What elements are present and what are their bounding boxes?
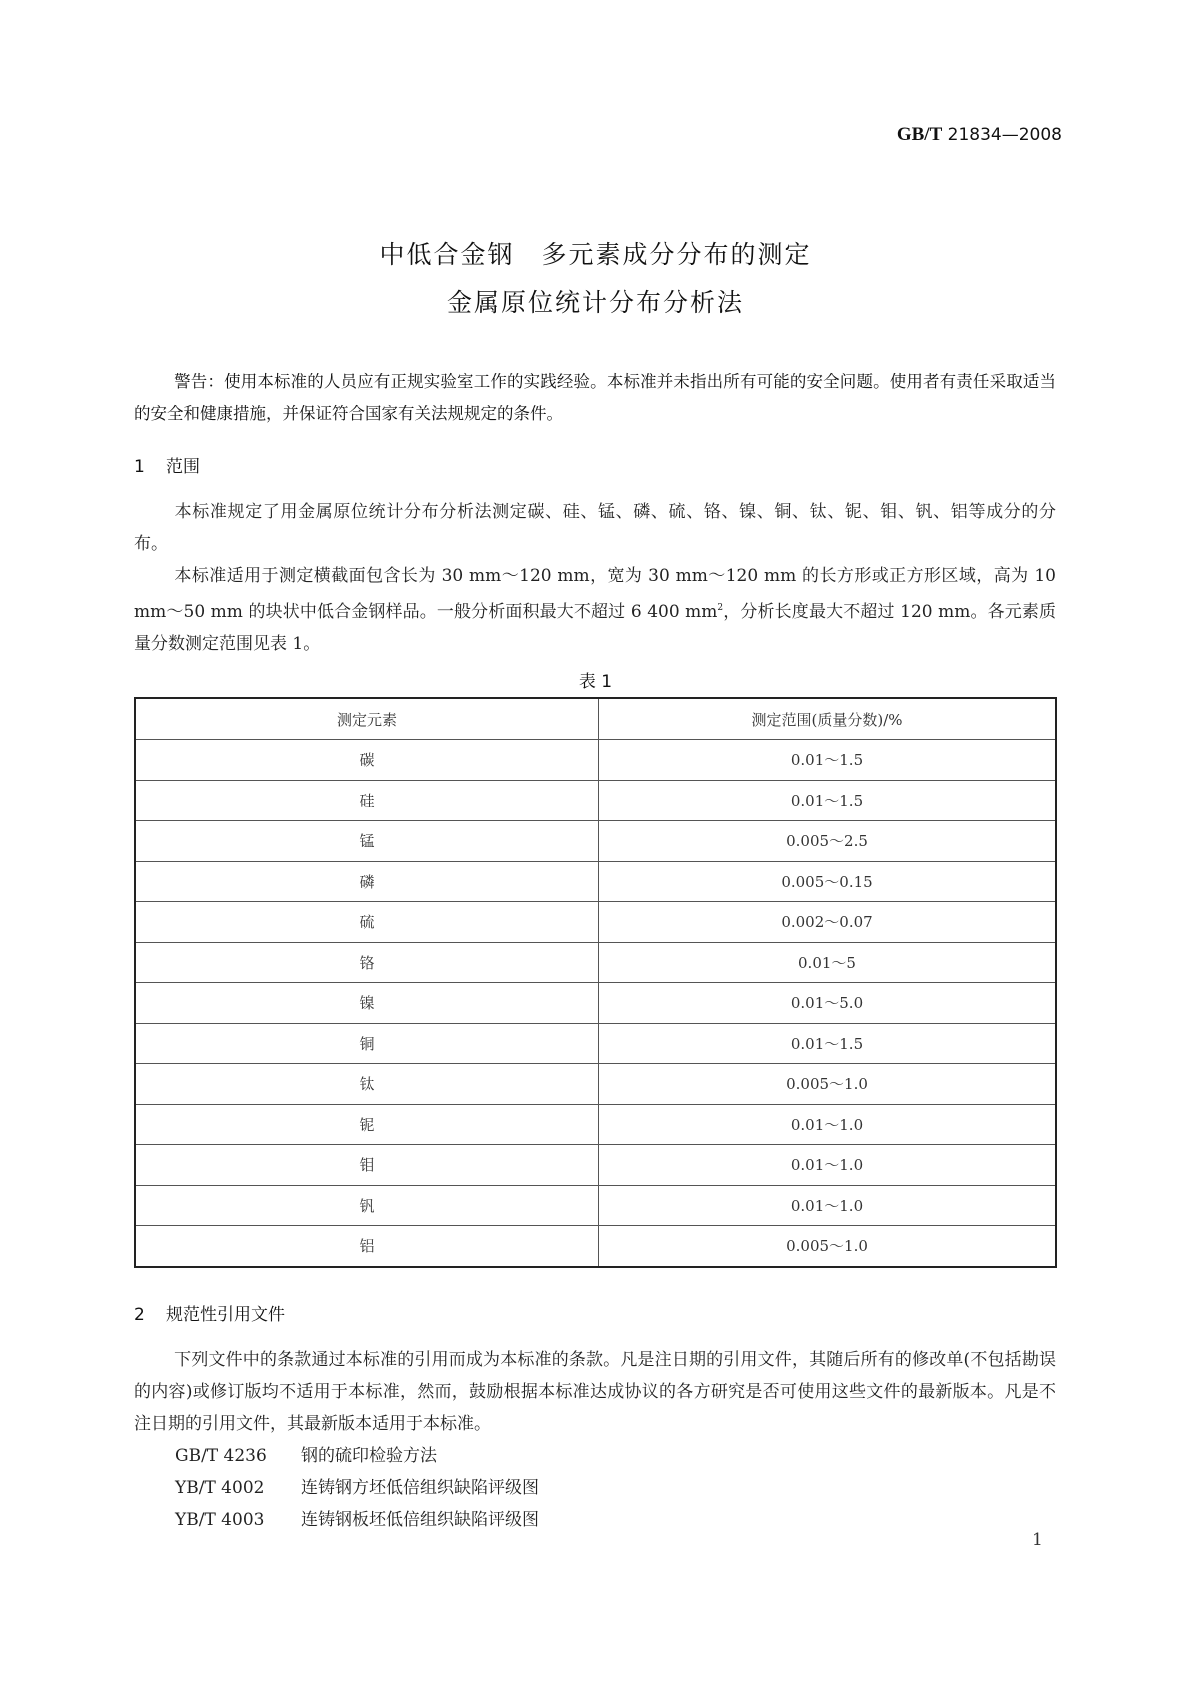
reference-code: YB/T 4003: [175, 1510, 265, 1530]
element-cell: 锰: [135, 821, 599, 862]
document-title-line1: 中低合金钢 多元素成分分布的测定: [379, 240, 812, 269]
section2-title: 规范性引用文件: [166, 1305, 285, 1325]
table-row: [135, 1226, 1056, 1267]
reference-item: [175, 1504, 539, 1536]
table-row: [135, 1023, 1056, 1064]
page-number: 1: [1032, 1530, 1043, 1550]
table-row: [135, 902, 1056, 943]
standard-prefix: GB/T: [896, 124, 943, 145]
table-header-range: 测定范围(质量分数)/%: [599, 698, 1057, 740]
reference-item: [175, 1472, 539, 1504]
table-row: [135, 821, 1056, 862]
section2-para1-text: 下列文件中的条款通过本标准的引用而成为本标准的条款。凡是注日期的引用文件，其随后所有的修改单(不包括勘误的内容)或修订版均不适用于本标准，然而，鼓励根据本标准达成协议的各方研究是否可使用这些文件的最新版本。凡是不注日期的引用文件，其最新版本适用于本标准。: [134, 1350, 1056, 1434]
section1-para2-text-b: ，分析长度最大不超过 120 mm。各元素质量分数测定范围见表 1。: [134, 602, 1056, 654]
section1-para1-text: 本标准规定了用金属原位统计分布分析法测定碳、硅、锰、磷、硫、铬、镍、铜、钛、铌、钼、钒、铝等成分的分布。: [134, 502, 1056, 554]
element-cell: 钼: [135, 1145, 599, 1186]
section2-paragraph1: [134, 1344, 1056, 1440]
range-cell: 0.01～1.0: [599, 1185, 1057, 1226]
table-row: [135, 1064, 1056, 1105]
section2-number: 2: [134, 1305, 145, 1325]
reference-title: 连铸钢板坯低倍组织缺陷评级图: [301, 1510, 539, 1530]
range-cell: 0.01～1.5: [599, 1023, 1057, 1064]
range-cell: 0.01～5.0: [599, 983, 1057, 1024]
document-title-line2: 金属原位统计分布分析法: [446, 288, 744, 317]
section1-paragraph1: [134, 496, 1056, 560]
element-cell: 钛: [135, 1064, 599, 1105]
element-cell: 铜: [135, 1023, 599, 1064]
table1: [134, 697, 1057, 1268]
element-cell: 镍: [135, 983, 599, 1024]
table-row: [135, 780, 1056, 821]
element-cell: 铌: [135, 1104, 599, 1145]
section1-title: 范围: [166, 457, 200, 477]
range-cell: 0.005～1.0: [599, 1064, 1057, 1105]
table-row: [135, 1145, 1056, 1186]
range-cell: 0.005～2.5: [599, 821, 1057, 862]
reference-title: 钢的硫印检验方法: [301, 1446, 437, 1466]
element-cell: 铝: [135, 1226, 599, 1267]
range-cell: 0.005～0.15: [599, 861, 1057, 902]
table1-caption: 表 1: [578, 672, 613, 692]
table-row: [135, 740, 1056, 781]
range-cell: 0.01～1.5: [599, 780, 1057, 821]
warning-paragraph: [134, 366, 1056, 430]
section1-paragraph2: [134, 560, 1056, 660]
element-cell: 磷: [135, 861, 599, 902]
range-cell: 0.01～5: [599, 942, 1057, 983]
standard-number: 21834—2008: [947, 125, 1062, 145]
reference-code: GB/T 4236: [175, 1446, 267, 1466]
reference-list: [175, 1440, 539, 1536]
section1-number: 1: [134, 457, 145, 477]
table-row: [135, 942, 1056, 983]
reference-title: 连铸钢方坯低倍组织缺陷评级图: [301, 1478, 539, 1498]
warning-text: 警告：使用本标准的人员应有正规实验室工作的实践经验。本标准并未指出所有可能的安全问题。使用者有责任采取适当的安全和健康措施，并保证符合国家有关法规规定的条件。: [134, 372, 1056, 423]
table-header-row: [135, 698, 1056, 740]
reference-code: YB/T 4002: [175, 1478, 265, 1498]
element-cell: 硫: [135, 902, 599, 943]
range-cell: 0.002～0.07: [599, 902, 1057, 943]
range-cell: 0.005～1.0: [599, 1226, 1057, 1267]
range-cell: 0.01～1.0: [599, 1145, 1057, 1186]
table-header-element: 测定元素: [135, 698, 599, 740]
superscript-2: 2: [717, 603, 724, 613]
range-cell: 0.01～1.5: [599, 740, 1057, 781]
table-row: [135, 1185, 1056, 1226]
table-row: [135, 983, 1056, 1024]
element-cell: 铬: [135, 942, 599, 983]
element-cell: 硅: [135, 780, 599, 821]
element-cell: 钒: [135, 1185, 599, 1226]
table-row: [135, 1104, 1056, 1145]
section2-heading: [134, 1300, 285, 1325]
section1-heading: [134, 452, 200, 477]
table-row: [135, 861, 1056, 902]
element-cell: 碳: [135, 740, 599, 781]
standard-code: [800, 124, 1062, 146]
reference-item: [175, 1440, 539, 1472]
range-cell: 0.01～1.0: [599, 1104, 1057, 1145]
section1-para2-text-a: 本标准适用于测定横截面包含长为 30 mm～120 mm，宽为 30 mm～120 mm 的长方形或正方形区域，高为 10 mm～50 mm 的块状中低合金钢样品。一般分析面积最大不超过 6 400 mm: [134, 566, 1056, 622]
